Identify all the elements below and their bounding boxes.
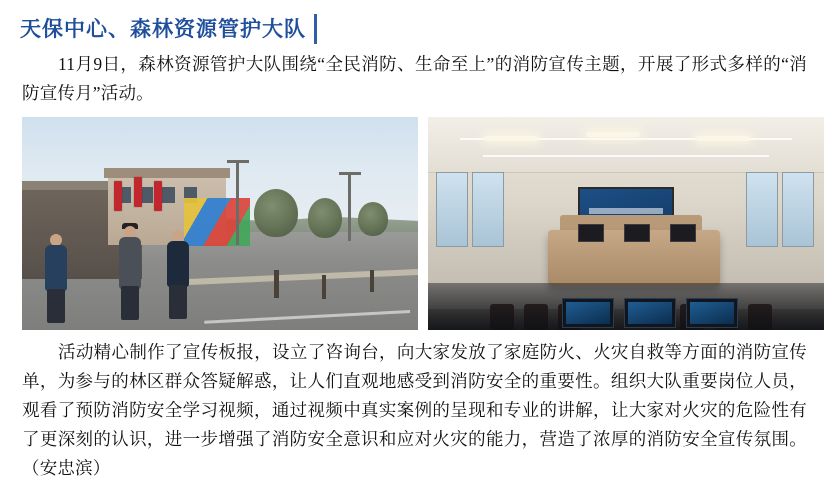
red-flag: [114, 181, 122, 211]
utility-pole: [236, 160, 239, 245]
ceiling: [428, 117, 824, 173]
paragraph-body: 活动精心制作了宣传板报，设立了咨询台，向大家发放了家庭防火、火灾自救等方面的消防宣传单，为参与的林区群众答疑解惑，让人们直观地感受到消防安全的重要性。组织大队重要岗位人员，观看了预防消防安全学习视频，通过视频中真实案例的呈现和专业的讲解，让大家对火灾的危险性有了更深刻的认识，进一步增强了消防安全意识和应对火灾的能力，营造了浓厚的消防安全宣传氛围。（安忠滨）: [22, 342, 807, 478]
tree: [358, 202, 388, 236]
person-torso: [119, 237, 141, 289]
page-title-container: [20, 14, 317, 44]
utility-pole: [348, 172, 351, 240]
tree: [254, 189, 298, 237]
tree-trunk: [274, 270, 279, 298]
page-title: 天保中心、森林资源管护大队: [20, 17, 306, 41]
tree: [308, 198, 342, 238]
photo-conference-room-video-training: [428, 117, 824, 330]
red-flag: [154, 181, 162, 211]
photo-row: [22, 117, 807, 330]
tree-trunk: [370, 270, 374, 292]
tree-trunk: [322, 275, 326, 299]
person-legs: [169, 285, 187, 319]
foreground-monitor: [686, 298, 738, 328]
photo-outdoor-fire-safety-publicity: [22, 117, 418, 330]
foreground-monitor: [624, 298, 676, 328]
ceiling-light: [696, 136, 750, 141]
paragraph-intro: 11月9日，森林资源管护大队围绕“全民消防、生命至上”的消防宣传主题，开展了形式多样的“消防宣传月”活动。: [22, 54, 807, 103]
person-torso: [45, 245, 67, 291]
person-legs: [121, 286, 139, 320]
ceiling-trim: [483, 155, 768, 157]
screen-title-text: [589, 208, 663, 214]
person-torso: [167, 241, 189, 287]
foreground-monitor: [562, 298, 614, 328]
publicity-banner: [184, 198, 250, 246]
red-flag: [134, 177, 142, 207]
ceiling-light: [586, 132, 640, 137]
ceiling-light: [484, 136, 538, 141]
building-roof: [104, 168, 230, 178]
person-legs: [47, 289, 65, 323]
